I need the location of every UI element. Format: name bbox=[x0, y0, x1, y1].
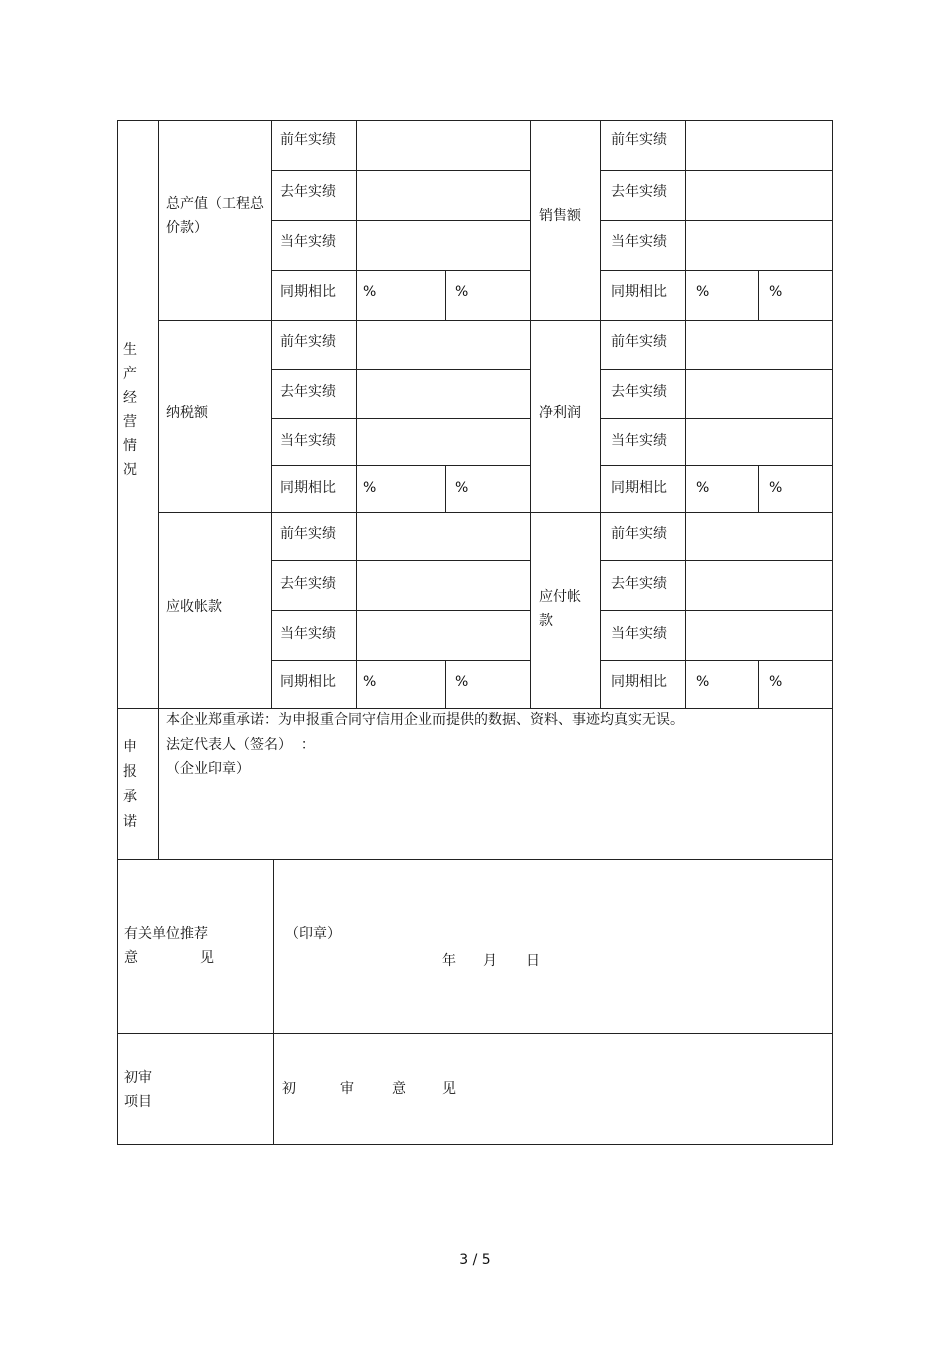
grid-line bbox=[271, 220, 531, 221]
grid-line bbox=[600, 220, 833, 221]
percent-sign: % bbox=[769, 284, 783, 300]
row-label: 去年实绩 bbox=[280, 384, 336, 400]
grid-line bbox=[600, 610, 833, 611]
grid-line bbox=[758, 465, 759, 512]
grid-line bbox=[271, 418, 531, 419]
grid-line bbox=[600, 270, 833, 271]
grid-line bbox=[271, 560, 531, 561]
recommendation-seal-label: （印章） bbox=[285, 926, 341, 942]
percent-sign: % bbox=[696, 674, 710, 690]
row-label: 当年实绩 bbox=[280, 626, 336, 642]
grid-line bbox=[117, 1033, 833, 1034]
sales-label: 销售额 bbox=[539, 208, 581, 224]
grid-line bbox=[600, 465, 833, 466]
percent-sign: % bbox=[696, 284, 710, 300]
form-page: 生 产 经 营 情 况 总产值（工程总价款） 销售额 前年实绩 去年实绩 当年实绩 同期相比 前年实绩 去年实绩 当年实绩 同期相比 % % % % 纳税额 净利润 前年实绩 去年实绩 当年实绩 同期相比 前年实绩 去年实绩 当年实绩 同期相比 % % % % 应收帐款 应付帐款 前年实绩 去年实绩 当年实绩 同期相比 前年实绩 去年实绩 当年实绩 同期相比 % % % % 申 报 承 诺 本企业郑重承诺：为申报重合同守信用企业而提供的数据、资料、事迹均真实无误。 法定代表人（签名） ： （企业印章） 有关单位推荐 意 见 （印章） 年 月 日 初审 项目 初 审 意 见 3 / 5 bbox=[0, 0, 950, 1345]
grid-line bbox=[445, 660, 446, 708]
grid-line bbox=[600, 369, 833, 370]
row-label: 前年实绩 bbox=[280, 334, 336, 350]
percent-sign: % bbox=[696, 480, 710, 496]
page-number: 3 / 5 bbox=[459, 1252, 491, 1268]
percent-sign: % bbox=[455, 284, 469, 300]
grid-line bbox=[271, 120, 272, 708]
receivables-label: 应收帐款 bbox=[166, 599, 222, 615]
percent-sign: % bbox=[363, 674, 377, 690]
grid-line bbox=[758, 660, 759, 708]
row-label: 前年实绩 bbox=[611, 526, 667, 542]
row-label: 同期相比 bbox=[611, 674, 667, 690]
row-label: 当年实绩 bbox=[611, 234, 667, 250]
percent-sign: % bbox=[769, 674, 783, 690]
grid-line bbox=[271, 170, 531, 171]
grid-line bbox=[271, 610, 531, 611]
row-label: 同期相比 bbox=[611, 480, 667, 496]
date-day: 日 bbox=[526, 953, 540, 969]
production-section-label: 生 产 经 营 情 况 bbox=[123, 342, 137, 478]
row-label: 去年实绩 bbox=[611, 576, 667, 592]
row-label: 同期相比 bbox=[611, 284, 667, 300]
row-label: 当年实绩 bbox=[280, 234, 336, 250]
net-profit-label: 净利润 bbox=[539, 405, 581, 421]
percent-sign: % bbox=[363, 480, 377, 496]
row-label: 当年实绩 bbox=[280, 433, 336, 449]
grid-line bbox=[271, 270, 531, 271]
total-output-label: 总产值（工程总价款） bbox=[166, 196, 264, 236]
row-label: 去年实绩 bbox=[611, 184, 667, 200]
legal-representative-signature: 法定代表人（签名） ： bbox=[166, 737, 315, 753]
grid-line bbox=[273, 859, 274, 1145]
grid-line bbox=[600, 660, 833, 661]
row-label: 去年实绩 bbox=[280, 184, 336, 200]
grid-line bbox=[271, 465, 531, 466]
grid-line bbox=[758, 270, 759, 320]
date-month: 月 bbox=[483, 953, 497, 969]
percent-sign: % bbox=[455, 674, 469, 690]
grid-line bbox=[158, 320, 833, 321]
row-label: 同期相比 bbox=[280, 284, 336, 300]
tax-label: 纳税额 bbox=[166, 405, 208, 421]
review-label: 初审 项目 bbox=[124, 1070, 152, 1110]
row-label: 前年实绩 bbox=[280, 132, 336, 148]
row-label: 前年实绩 bbox=[280, 526, 336, 542]
grid-line bbox=[158, 512, 833, 513]
row-label: 前年实绩 bbox=[611, 132, 667, 148]
row-label: 同期相比 bbox=[280, 674, 336, 690]
percent-sign: % bbox=[363, 284, 377, 300]
grid-line bbox=[600, 120, 601, 708]
row-label: 同期相比 bbox=[280, 480, 336, 496]
table-border-top bbox=[117, 120, 833, 121]
grid-line bbox=[530, 120, 531, 708]
percent-sign: % bbox=[455, 480, 469, 496]
payables-label: 应付帐款 bbox=[539, 589, 581, 629]
grid-line bbox=[445, 465, 446, 512]
grid-line bbox=[158, 120, 159, 860]
company-seal-label: （企业印章） bbox=[166, 761, 250, 777]
declaration-section-label: 申 报 承 诺 bbox=[123, 739, 137, 830]
row-label: 去年实绩 bbox=[611, 384, 667, 400]
table-border-right bbox=[832, 120, 833, 1145]
grid-line bbox=[600, 418, 833, 419]
recommendation-label: 有关单位推荐 意 见 bbox=[124, 926, 214, 966]
row-label: 去年实绩 bbox=[280, 576, 336, 592]
table-border-bottom bbox=[117, 1144, 833, 1145]
grid-line bbox=[445, 270, 446, 320]
grid-line bbox=[117, 859, 833, 860]
row-label: 前年实绩 bbox=[611, 334, 667, 350]
grid-line bbox=[685, 120, 686, 708]
row-label: 当年实绩 bbox=[611, 433, 667, 449]
grid-line bbox=[271, 369, 531, 370]
grid-line bbox=[356, 120, 357, 708]
grid-line bbox=[600, 170, 833, 171]
table-border-left bbox=[117, 120, 118, 1145]
declaration-statement: 本企业郑重承诺：为申报重合同守信用企业而提供的数据、资料、事迹均真实无误。 bbox=[166, 712, 684, 728]
percent-sign: % bbox=[769, 480, 783, 496]
date-year: 年 bbox=[442, 953, 456, 969]
row-label: 当年实绩 bbox=[611, 626, 667, 642]
grid-line bbox=[271, 660, 531, 661]
grid-line bbox=[600, 560, 833, 561]
